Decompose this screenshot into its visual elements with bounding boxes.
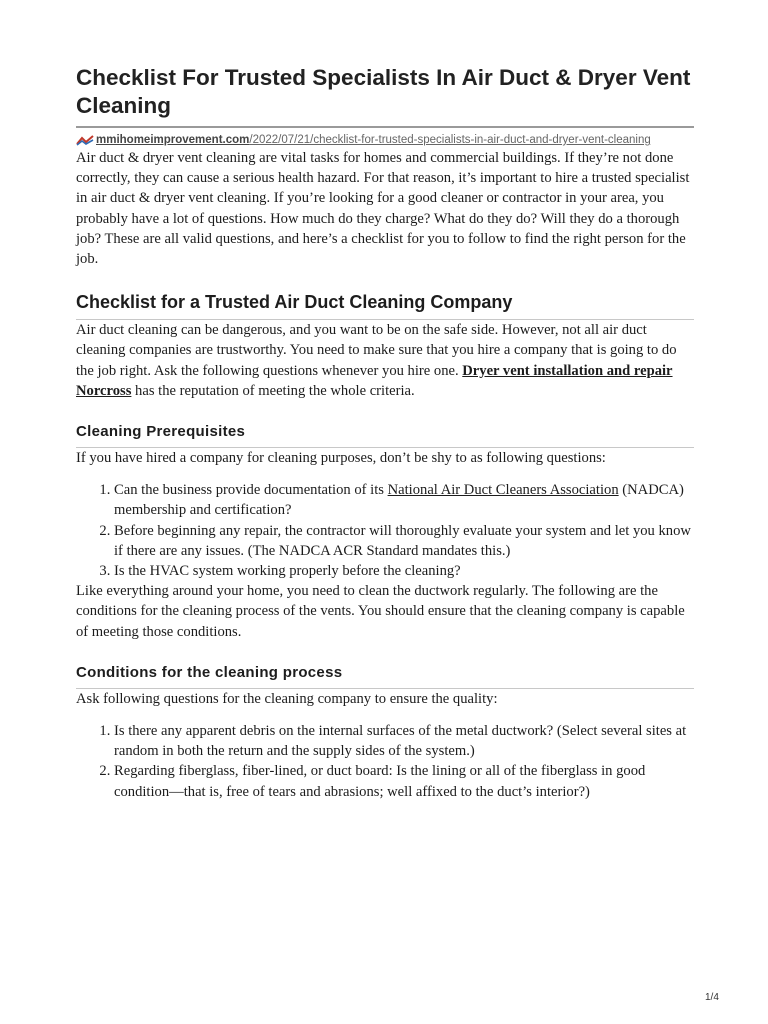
conditions-intro: Ask following questions for the cleaning company to ensure the quality: xyxy=(76,690,498,707)
conditions-list xyxy=(76,721,694,802)
source-url[interactable] xyxy=(76,126,694,148)
paragraph-text: has the reputation of meeting the whole criteria. xyxy=(131,382,415,399)
section-paragraph xyxy=(76,320,694,401)
list-item: 2. Regarding fiberglass, fiber-lined, or duct board: Is the lining or all of the fiberglass in good condition—that is, free of tears and abrasions; well affixed to the duct’s interior?) xyxy=(114,761,694,801)
subheading-conditions: Conditions for the cleaning process xyxy=(76,664,694,689)
list-item-text: (NADCA) membership and certification? xyxy=(114,482,684,519)
chart-logo-icon xyxy=(76,134,94,146)
prerequisites-list xyxy=(76,480,694,581)
section-heading-checklist: Checklist for a Trusted Air Duct Cleaning Company xyxy=(76,291,694,320)
list-item-text: Can the business provide documentation of its xyxy=(114,482,388,499)
list-item: 1. Is there any apparent debris on the internal surfaces of the metal ductwork? (Select several sites at random in both the return and the supply sides of the system.) xyxy=(114,721,694,761)
intro-paragraph: Air duct & dryer vent cleaning are vital tasks for homes and commercial buildings. If they’re not done correctly, they can cause a serious health hazard. For that reason, it’s important to hire a trusted specialist in air duct & dryer vent cleaning. If you’re looking for a good cleaner or contractor in your area, you probably have a lot of questions. How much do they charge? What do they do? Will they do a thorough job? These are all valid questions, and here’s a checklist for you to follow to find the right person for the job. xyxy=(76,150,690,268)
subheading-cleaning-prerequisites: Cleaning Prerequisites xyxy=(76,423,694,448)
prerequisites-outro: Like everything around your home, you need to clean the ductwork regularly. The following are the conditions for the cleaning process of the vents. You should ensure that the cleaning company is capable of meeting those conditions. xyxy=(76,583,685,640)
dryer-vent-link[interactable]: Dryer vent installation and repair Norcross xyxy=(76,362,673,399)
source-domain[interactable]: mmihomeimprovement.com xyxy=(96,134,250,146)
source-path[interactable]: /2022/07/21/checklist-for-trusted-specialists-in-air-duct-and-dryer-vent-cleaning xyxy=(249,134,651,146)
paragraph-text: Air duct cleaning can be dangerous, and you want to be on the safe side. However, not all air duct cleaning companies are trustworthy. You need to make sure that you hire a company that is going to do the job right. Ask the following questions whenever you hire one. xyxy=(76,322,677,379)
nadca-link[interactable]: National Air Duct Cleaners Association xyxy=(387,482,619,499)
list-item: 3. Is the HVAC system working properly before the cleaning? xyxy=(114,561,694,581)
list-item: 2. Before beginning any repair, the contractor will thoroughly evaluate your system and let you know if there are any issues. (The NADCA ACR Standard mandates this.) xyxy=(114,521,694,561)
document-page xyxy=(76,64,694,802)
page-number: 1/4 xyxy=(705,992,719,1003)
document-title: Checklist For Trusted Specialists In Air Duct & Dryer Vent Cleaning xyxy=(76,65,691,118)
list-item xyxy=(114,480,694,520)
prerequisites-intro: If you have hired a company for cleaning purposes, don’t be shy to as following questions: xyxy=(76,450,606,467)
